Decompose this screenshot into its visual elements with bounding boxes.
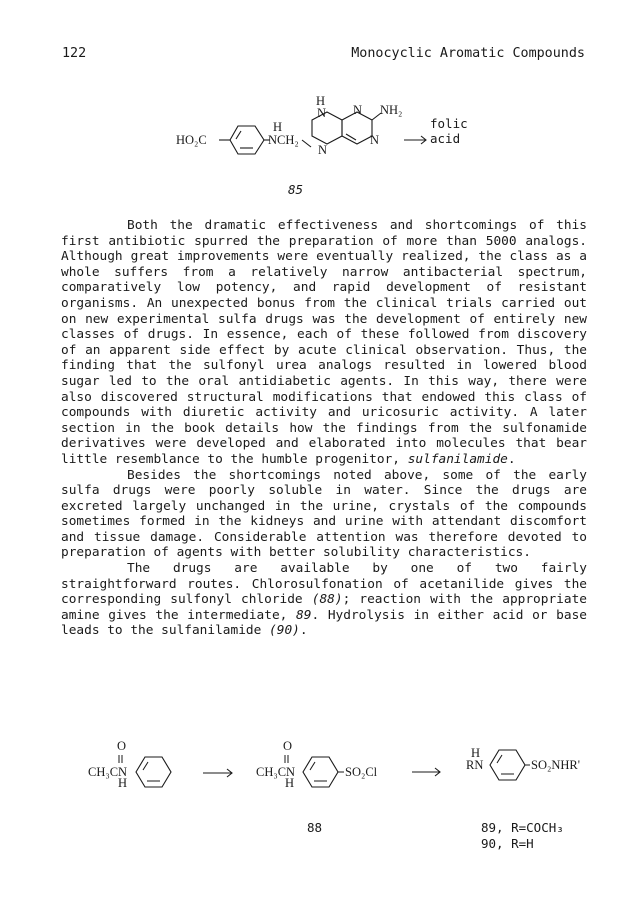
carbonyl-o-1: O <box>117 739 127 753</box>
benzene-ring-1 <box>136 757 171 787</box>
amine-h-89: H <box>471 746 481 760</box>
reaction-arrow-1 <box>203 769 232 777</box>
so2nhr-group: SO₂NHR' <box>531 758 580 772</box>
paragraph-3: The drugs are available by one of two fairly straightforward routes. Chlorosulfonation of acetanilide gives the corresponding sulfonyl chloride (88); reaction with the appropriate amine gives the intermediate, 89. Hydrolysis in either acid or base leads to the sulfanilamide (90). <box>61 561 587 639</box>
ring-n4: N <box>370 133 380 147</box>
so2cl-group: SO₂Cl <box>345 765 378 779</box>
amide-h-1: H <box>118 776 128 790</box>
product-acid: acid <box>430 131 461 146</box>
ring-n2: N <box>318 143 328 157</box>
ring-n1: N <box>317 106 327 120</box>
body-text <box>61 218 587 639</box>
paragraph-2: Besides the shortcomings noted above, some of the early sulfa drugs were poorly soluble in water. Since the drugs are excreted largely unchanged in the urine, crystals of the compounds sometimes formed in the kidneys and urine with attendant discomfort and tissue damage. Considerable attention was therefore devoted to preparation of agents with better solubility characteristics. <box>61 467 587 561</box>
benzene-ring <box>230 126 264 154</box>
running-title: Monocyclic Aromatic Compounds <box>351 46 585 61</box>
structure-acetanilide <box>88 739 171 790</box>
nch2-group: NCH₂ <box>268 133 299 147</box>
compound-label-85: 85 <box>288 182 304 197</box>
carbonyl-o-2: O <box>283 739 293 753</box>
acetamide-group-2: CH₃CN <box>256 765 296 779</box>
compound-label-89: 89, R=COCH₃ <box>481 820 564 835</box>
product-folic: folic <box>430 116 468 131</box>
ho2c-group: HO₂C <box>176 133 207 147</box>
nh2-group: NH₂ <box>380 103 403 117</box>
reaction-arrow-2 <box>412 768 440 776</box>
acetamide-group-1: CH₃CN <box>88 765 128 779</box>
benzene-ring-3 <box>490 750 525 780</box>
page-number: 122 <box>62 46 87 61</box>
rn-group: RN <box>466 758 484 772</box>
compound-label-90: 90, R=H <box>481 836 534 851</box>
paragraph-1: Both the dramatic effectiveness and shortcomings of this first antibiotic spurred the preparation of more than 5000 analogs. Although great improvements were eventually realized, the class as a whole suffers from a relatively narrow antibacterial spectrum, comparatively low potency, and rapid development of resistant organisms. An unexpected bonus from the clinical trials carried out on new experimental sulfa drugs was the development of entirely new classes of drugs. In essence, each of these followed from discovery of an apparent side effect by acute clinical observation. Thus, the finding that the sulfonyl urea analogs resulted in lowered blood sugar led to the oral antidiabetic agents. In this way, there were also discovered structural modifications that endowed this class of compounds with diuretic activity and uricosuric activity. A later section in the book details how the findings from the sulfonamide derivatives were developed and elaborated into molecules that bear little resemblance to the humble progenitor, sulfanilamide. <box>61 218 587 467</box>
ring-n3: N <box>353 103 363 117</box>
compound-label-88: 88 <box>307 820 323 835</box>
structure-88 <box>256 739 378 790</box>
amide-h-2: H <box>285 776 295 790</box>
structure-85 <box>176 94 468 157</box>
amine-h: H <box>273 120 283 134</box>
benzene-ring-2 <box>303 757 338 787</box>
structure-89-90 <box>466 746 580 780</box>
ring-nh-h: H <box>316 94 326 108</box>
